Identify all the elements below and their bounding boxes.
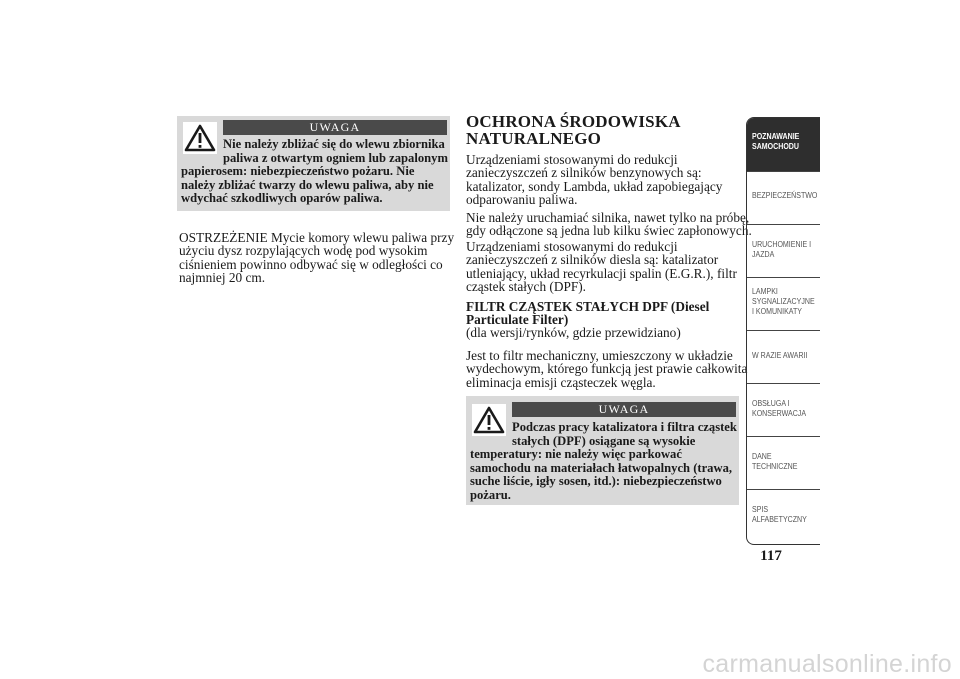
caution-line: OSTRZEŻENIE Mycie komory wlewu paliwa przy [179, 230, 455, 245]
warning-text [470, 421, 738, 503]
warning-text [181, 138, 449, 206]
section-title-line: NATURALNEGO [466, 128, 602, 148]
tab-label: DANE [752, 451, 772, 461]
paragraph-line: Urządzeniami stosowanymi do redukcji [466, 239, 678, 254]
dpf-title-line: FILTR CZĄSTEK STAŁYCH DPF (Diesel [466, 299, 710, 314]
warning-label: UWAGA [223, 120, 447, 135]
section-title-line: OCHRONA ŚRODOWISKA [466, 112, 681, 131]
tab-label: POZNAWANIE [752, 131, 800, 141]
chapter-tabs [746, 117, 820, 545]
tab-dane-techniczne[interactable] [747, 437, 820, 490]
warning-line: temperatury: nie należy więc parkować [470, 447, 682, 462]
paragraph-petrol [466, 153, 741, 207]
tab-label: SPIS [752, 504, 769, 514]
paragraph-line: cząstek stałych (DPF). [466, 279, 587, 295]
warning-line: samochodu na materiałach łatwopalnych (trawa, [470, 460, 733, 475]
paragraph-dpf [466, 348, 748, 390]
section-title [466, 114, 736, 147]
tab-uruchomienie-i-jazda[interactable] [747, 225, 820, 278]
caution-line: użyciu dysz rozpylających wodę pod wysokim [179, 243, 428, 259]
tab-poznawanie-samochodu[interactable] [747, 118, 820, 172]
tab-label: JAZDA [752, 249, 775, 259]
dpf-title [466, 301, 741, 326]
warning-box-fuel [177, 116, 450, 211]
tab-label: OBSŁUGA I [752, 398, 790, 408]
paragraph-diesel [466, 240, 741, 294]
paragraph-line: eliminacja emisji cząsteczek węgla. [466, 374, 656, 390]
warning-line: Nie należy zbliżać się do wlewu zbiornika [223, 137, 445, 151]
paragraph-line: Urządzeniami stosowanymi do redukcji [466, 152, 678, 167]
tab-label: W RAZIE AWARII [752, 350, 808, 360]
dpf-note [466, 326, 741, 339]
tab-label: SAMOCHODU [752, 141, 799, 151]
tab-bezpieczenstwo[interactable] [747, 172, 820, 225]
tab-label: TECHNICZNE [752, 461, 798, 471]
tab-lampki-sygnalizacyjne[interactable] [747, 278, 820, 331]
tab-label: KONSERWACJA [752, 408, 807, 418]
warning-line: wdychać szkodliwych oparów paliwa. [181, 191, 383, 206]
watermark: carmanualsonline.info [702, 650, 952, 678]
paragraph-line: (dla wersji/rynków, gdzie przewidziano) [466, 325, 681, 340]
paragraph-line: wydechowym, którego funkcją jest prawie całkowita [466, 361, 748, 377]
paragraph-spark-plugs [466, 210, 752, 239]
paragraph-line: zanieczyszczeń z silników benzynowych są: [466, 165, 702, 181]
caution-line: najmniej 20 cm. [179, 270, 266, 286]
dpf-title-line: Particulate Filter) [466, 311, 569, 327]
paragraph-line: katalizator, sondy Lambda, układ zapobiegający [466, 178, 723, 194]
warning-box-dpf [466, 396, 739, 505]
warning-line: pożaru. [470, 487, 511, 502]
page-number: 117 [760, 548, 782, 564]
caution-paragraph [179, 230, 455, 286]
paragraph-line: zanieczyszczeń z silników diesla są: katalizator [466, 252, 719, 268]
tab-label: BEZPIECZEŃSTWO [752, 190, 818, 200]
tab-spis-alfabetyczny[interactable] [747, 490, 820, 544]
tab-label: LAMPKI [752, 286, 778, 296]
tab-label: ALFABETYCZNY [752, 514, 807, 524]
warning-line: suche liście, igły sosen, itd.): niebezpieczeństwo [470, 474, 722, 489]
paragraph-line: Nie należy uruchamiać silnika, nawet tylko na próbę, [466, 210, 750, 225]
warning-line: stałych (DPF) osiągane są wysokie [512, 433, 696, 448]
warning-line: Podczas pracy katalizatora i filtra cząstek [512, 420, 737, 434]
tab-w-razie-awarii[interactable] [747, 331, 820, 384]
paragraph-line: gdy odłączone są jedna lub kilku świec zapłonowych. [466, 223, 752, 239]
tab-label: I KOMUNIKATY [752, 306, 802, 316]
warning-line: paliwa z otwartym ogniem lub zapalonym [223, 150, 448, 165]
warning-line: należy zbliżać twarzy do wlewu paliwa, aby nie [181, 177, 434, 192]
warning-line: papierosem: niebezpieczeństwo pożaru. Nie [181, 164, 415, 179]
paragraph-line: odparowaniu paliwa. [466, 192, 578, 208]
tab-label: SYGNALIZACYJNE [752, 296, 815, 306]
paragraph-line: utleniający, układ recyrkulacji spalin (E.G.R.), filtr [466, 265, 737, 281]
tab-label: URUCHOMIENIE I [752, 239, 812, 249]
warning-label: UWAGA [512, 402, 736, 417]
tab-obsluga-i-konserwacja[interactable] [747, 384, 820, 437]
paragraph-line: Jest to filtr mechaniczny, umieszczony w układzie [466, 348, 733, 363]
caution-line: ciśnieniem powinno odbywać się w odległości co [179, 256, 443, 272]
